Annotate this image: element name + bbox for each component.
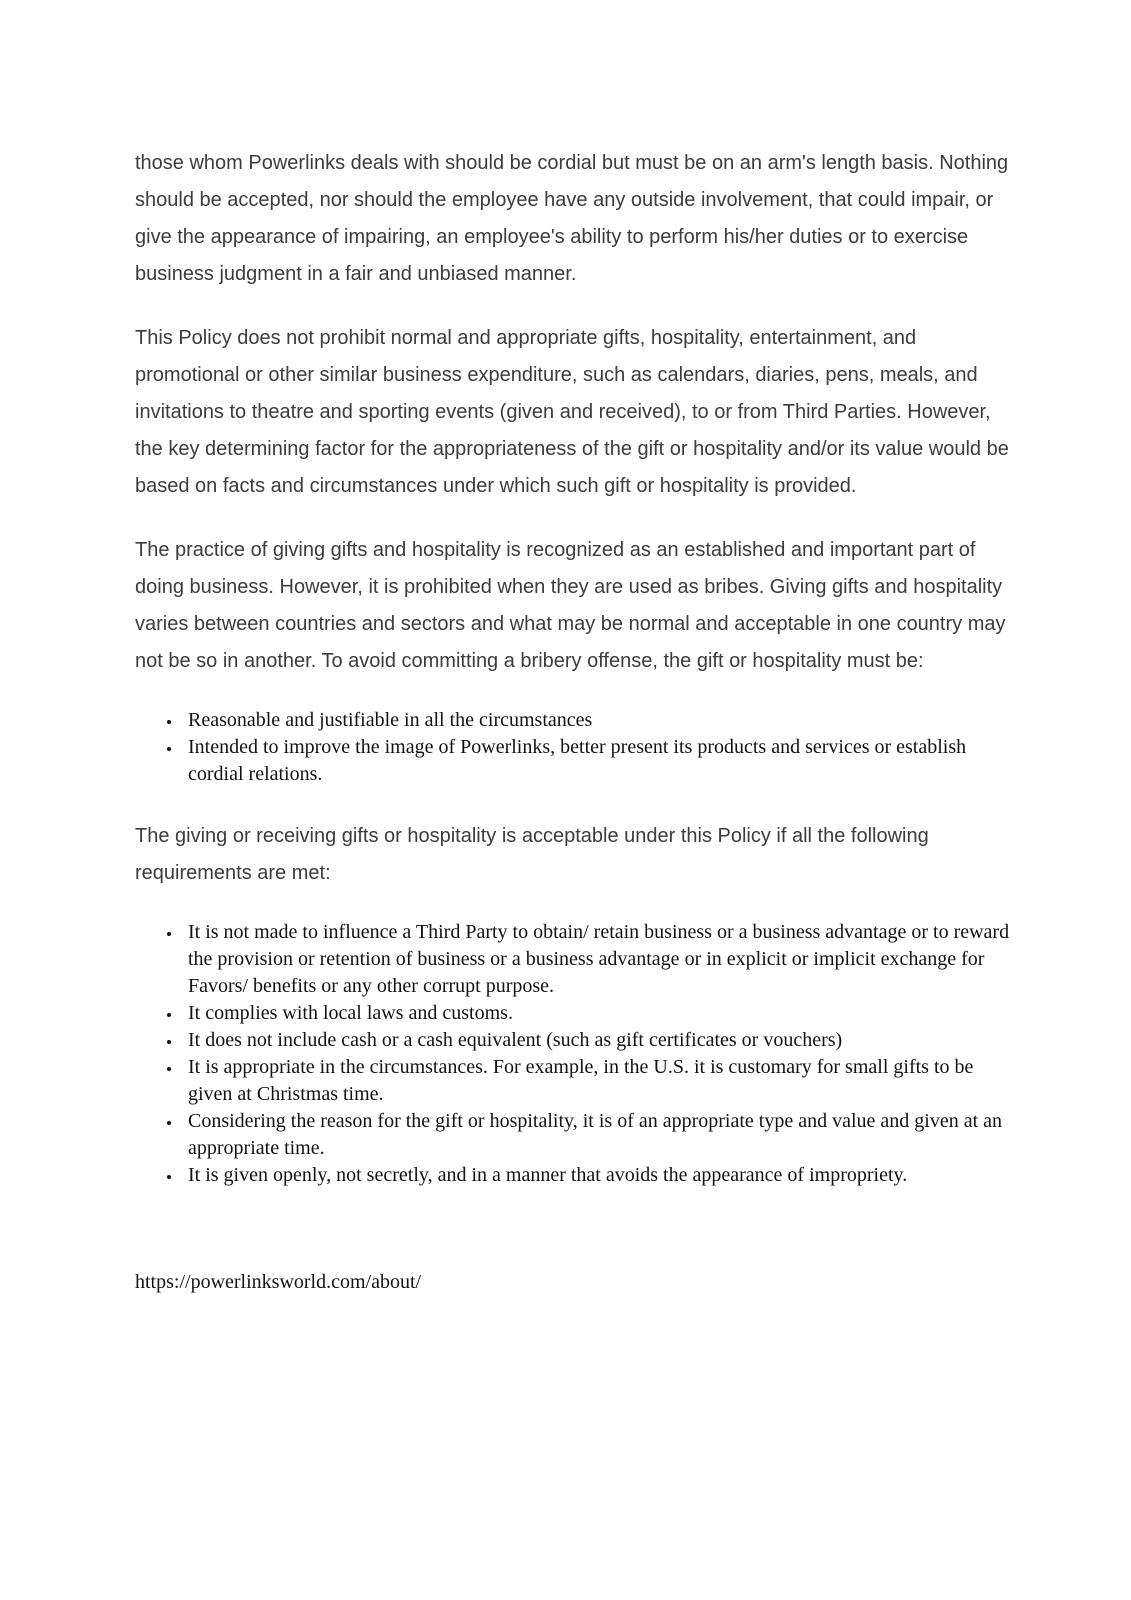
paragraph-practice-of-gifts: The practice of giving gifts and hospitality is recognized as an established and important part of doing business. However, it is prohibited when they are used as bribes. Giving gifts and hospitality varies between countries and sectors and what may be normal and acceptable in one country may not be so in another. To avoid committing a bribery offense, the gift or hospitality must be: xyxy=(135,539,1006,672)
paragraph-policy-not-prohibit: This Policy does not prohibit normal and appropriate gifts, hospitality, entertainment, and promotional or other similar business expenditure, such as calendars, diaries, pens, meals, and invitations to theatre and sporting events (given and received), to or from Third Parties. However, the key determining factor for the appropriateness of the gift or hospitality and/or its value would be based on facts and circumstances under which such gift or hospitality is provided. xyxy=(135,327,1009,497)
list-item-given-openly: • It is given openly, not secretly, and in a manner that avoids the appearance of impropriety. xyxy=(182,1162,1015,1189)
list-item-appropriate-type-value: • Considering the reason for the gift or hospitality, it is of an appropriate type and value and given at an appropriate time. xyxy=(182,1108,1015,1162)
gift-must-be-list xyxy=(135,707,1015,788)
paragraph-arms-length: those whom Powerlinks deals with should be cordial but must be on an arm's length basis. Nothing should be accepted, nor should the employee have any outside involvement, that could impair, or give the appearance of impairing, an employee's ability to perform his/her duties or to exercise business judgment in a fair and unbiased manner. xyxy=(135,152,1009,285)
source-url: https://powerlinksworld.com/about/ xyxy=(135,1271,422,1293)
paragraph-acceptable-requirements: The giving or receiving gifts or hospitality is acceptable under this Policy if all the following requirements are met: xyxy=(135,825,929,884)
list-item-complies-laws: • It complies with local laws and customs. xyxy=(182,1000,1015,1027)
requirements-list xyxy=(135,919,1015,1189)
list-item-appropriate-circumstances: • It is appropriate in the circumstances. For example, in the U.S. it is customary for small gifts to be given at Christmas time. xyxy=(182,1054,1015,1108)
list-item-reasonable: • Reasonable and justifiable in all the circumstances xyxy=(182,707,1015,734)
list-item-intended-improve: • Intended to improve the image of Powerlinks, better present its products and services or establish cordial relations. xyxy=(182,734,1015,788)
list-item-not-influence: • It is not made to influence a Third Party to obtain/ retain business or a business advantage or to reward the provision or retention of business or a business advantage or in explicit or implicit exchange for Favors/ benefits or any other corrupt purpose. xyxy=(182,919,1015,1000)
list-item-no-cash: • It does not include cash or a cash equivalent (such as gift certificates or vouchers) xyxy=(182,1027,1015,1054)
